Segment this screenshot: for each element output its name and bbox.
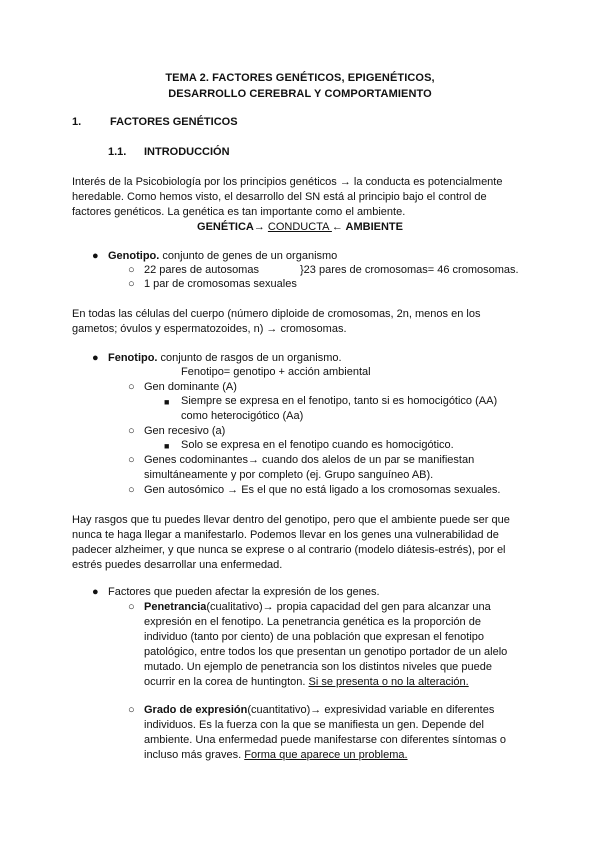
autosomas-item: 22 pares de autosomas bbox=[144, 264, 259, 276]
recesivo-detail: Solo se expresa en el fenotipo cuando es homocigótico. bbox=[181, 439, 454, 451]
intro-paragraph: Interés de la Psicobiología por los principios genéticos → la conducta es potencialmente heredable. Como hemos visto, el desarrollo del SN está al principio bajo el control de factores genéticos. La genética es tan importante como el ambiente. bbox=[72, 176, 503, 218]
penetrancia-item: Penetrancia(cualitativo)→ propia capacidad del gen para alcanzar una expresión en el fenotipo. La penetrancia genética es la proporción de individuo (tanto por ciento) de una población que expresan el fenotipo patológico, entre todos los que presentan un genotipo portador de un alelo mutado. Un ejemplo de penetrancia son los distintos niveles que puede ocurrir en la corea de huntington. Si se presenta o no la alteración. bbox=[144, 601, 508, 688]
circle-bullet-icon: ○ bbox=[128, 425, 135, 437]
circle-bullet-icon: ○ bbox=[128, 484, 135, 496]
bullet-icon: ● bbox=[92, 250, 99, 262]
dominante-detail: Siempre se expresa en el fenotipo, tanto si es homocigótico (AA) como heterocigótico (Aa) bbox=[181, 395, 498, 422]
factores-item: Factores que pueden afectar la expresión de los genes. bbox=[108, 586, 380, 598]
circle-bullet-icon: ○ bbox=[128, 381, 135, 393]
rasgos-paragraph: Hay rasgos que tu puedes llevar dentro del genotipo, pero que el ambiente puede ser que nunca te haga llegar a manifestarlo. Podemos llevar en los genes una vulnerabilidad de padecer alzheimer, y que nunca se exprese o al contrario (modelo diátesis-estrés), por el estrés puedes desarrollar una enfermedad. bbox=[72, 514, 510, 571]
genes-codominantes: Genes codominantes→ cuando dos alelos de un par se manifiestan simultáneamente y por completo (ej. Grupo sanguíneo AB). bbox=[144, 454, 475, 481]
square-bullet-icon: ■ bbox=[164, 441, 170, 451]
circle-bullet-icon: ○ bbox=[128, 278, 135, 290]
bullet-icon: ● bbox=[92, 352, 99, 364]
gen-recesivo: Gen recesivo (a) bbox=[144, 425, 226, 437]
genotipo-item: Genotipo. conjunto de genes de un organismo bbox=[108, 250, 338, 262]
document-title: TEMA 2. FACTORES GENÉTICOS, EPIGENÉTICOS, DESARROLLO CEREBRAL Y COMPORTAMIENTO bbox=[165, 72, 435, 100]
cromosomas-total: }23 pares de cromosomas= 46 cromosomas. bbox=[300, 264, 519, 276]
genetics-formula: GENÉTICA→ CONDUCTA ← AMBIENTE bbox=[197, 221, 403, 233]
square-bullet-icon: ■ bbox=[164, 397, 170, 407]
circle-bullet-icon: ○ bbox=[128, 264, 135, 276]
circle-bullet-icon: ○ bbox=[128, 704, 135, 716]
grado-expresion-item: Grado de expresión(cuantitativo)→ expresividad variable en diferentes individuos. Es la fuerza con la que se manifiesta un gen. Depende del ambiente. Una enfermedad puede manifestarse con diferentes síntomas o incluso más graves. Forma que aparece un problema. bbox=[144, 704, 506, 761]
section-heading-1-1: 1.1. INTRODUCCIÓN bbox=[108, 146, 230, 158]
fenotipo-item: Fenotipo. conjunto de rasgos de un organismo. bbox=[108, 352, 342, 364]
sexuales-item: 1 par de cromosomas sexuales bbox=[144, 278, 297, 290]
circle-bullet-icon: ○ bbox=[128, 601, 135, 613]
cells-paragraph: En todas las células del cuerpo (número diploide de cromosomas, 2n, menos en los gametos; óvulos y espermatozoides, n) → cromosomas. bbox=[72, 308, 481, 335]
gen-dominante: Gen dominante (A) bbox=[144, 381, 237, 393]
fenotipo-formula: Fenotipo= genotipo + acción ambiental bbox=[181, 366, 371, 378]
bullet-icon: ● bbox=[92, 586, 99, 598]
gen-autosomico: Gen autosómico → Es el que no está ligado a los cromosomas sexuales. bbox=[144, 484, 501, 496]
circle-bullet-icon: ○ bbox=[128, 454, 135, 466]
section-heading-1: 1. FACTORES GENÉTICOS bbox=[72, 116, 238, 128]
